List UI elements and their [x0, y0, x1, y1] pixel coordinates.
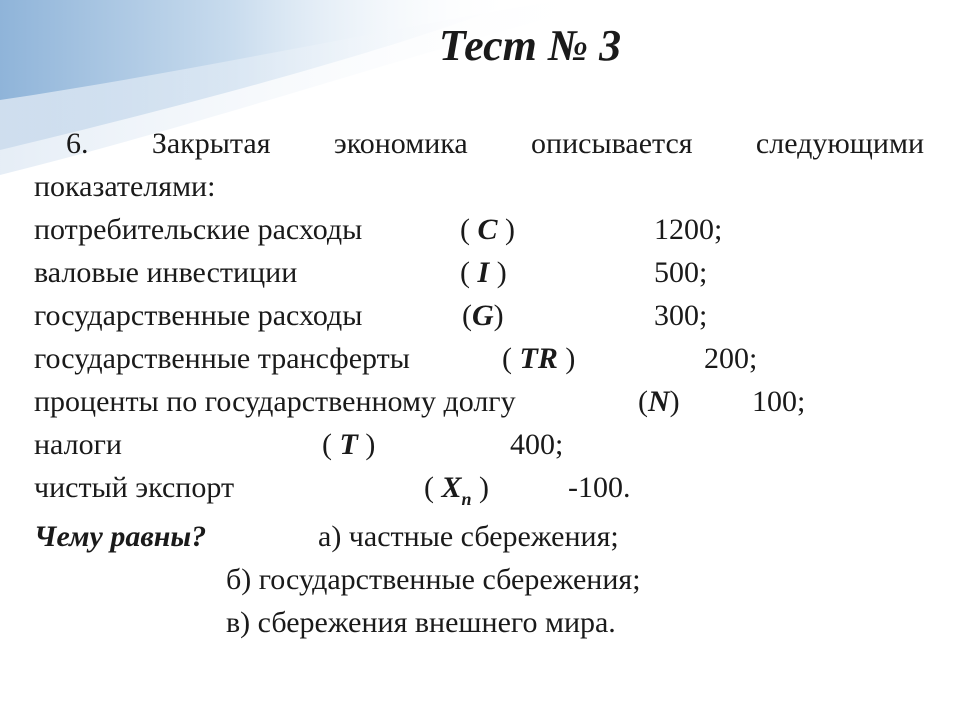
- answer-b: б) государственные сбережения;: [226, 563, 641, 596]
- item-value: 200;: [704, 342, 758, 375]
- item-value: 500;: [654, 256, 708, 289]
- item-variable: ( $X_n$ ): [424, 471, 490, 509]
- item-label: потребительские расходы: [34, 213, 363, 246]
- item-consumption: [34, 208, 924, 251]
- item-variable: ( I ): [460, 256, 507, 289]
- answer-c: в) сбережения внешнего мира.: [226, 606, 616, 639]
- page-title: Тест № 3: [438, 21, 622, 70]
- item-variable: (N): [638, 385, 680, 418]
- item-value: -100.: [568, 471, 631, 504]
- item-label: валовые инвестиции: [34, 256, 298, 289]
- question-line: [34, 515, 924, 558]
- answer-b-line: [34, 558, 924, 601]
- item-variable: ( C ): [460, 213, 516, 246]
- item-label: проценты по государственному долгу: [34, 385, 516, 418]
- item-variable: ( TR ): [502, 342, 576, 375]
- answer-a: а) частные сбережения;: [318, 520, 619, 553]
- item-variable: ( T ): [322, 428, 376, 461]
- item-variable: (G): [462, 299, 504, 332]
- item-value: 100;: [752, 385, 806, 418]
- problem-intro-cont: показателями:: [34, 170, 216, 203]
- item-taxes: [34, 423, 924, 466]
- item-government-spending: [34, 294, 924, 337]
- problem-intro: 6. Закрытая экономика описывается следующими: [66, 127, 924, 160]
- item-label: налоги: [34, 428, 122, 461]
- item-label: государственные расходы: [34, 299, 363, 332]
- question-prompt: Чему равны?: [34, 520, 207, 553]
- item-value: 1200;: [654, 213, 723, 246]
- item-transfers: [34, 337, 924, 380]
- item-label: государственные трансферты: [34, 342, 410, 375]
- item-investment: [34, 251, 924, 294]
- answer-c-line: [34, 601, 924, 644]
- item-debt-interest: [34, 380, 924, 423]
- item-value: 400;: [510, 428, 564, 461]
- item-net-export: [34, 466, 924, 509]
- item-label: чистый экспорт: [34, 471, 235, 504]
- problem-text: [34, 122, 924, 644]
- item-value: 300;: [654, 299, 708, 332]
